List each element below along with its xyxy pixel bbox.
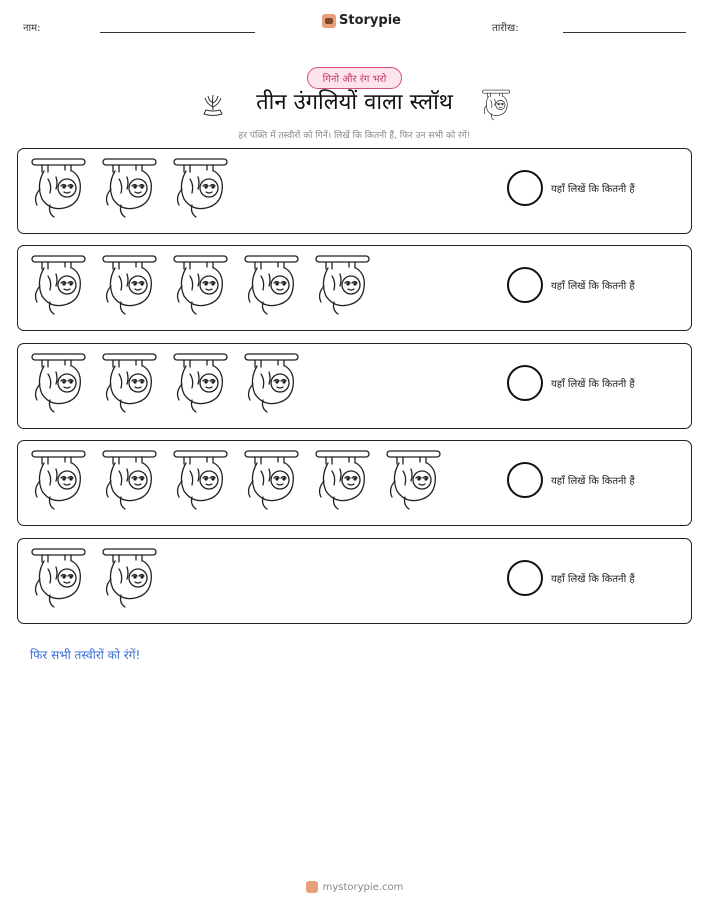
hanging-sloth-icon[interactable] [314, 252, 371, 318]
hanging-sloth-icon[interactable] [30, 545, 87, 611]
answer-circle[interactable] [507, 170, 543, 206]
hanging-sloth-icon[interactable] [30, 155, 87, 221]
hanging-sloth-icon[interactable] [101, 447, 158, 513]
answer-circle[interactable] [507, 560, 543, 596]
footer-instruction: फिर सभी तस्वीरों को रंगें! [30, 648, 141, 662]
hanging-sloth-icon[interactable] [172, 252, 229, 318]
count-row [17, 538, 692, 624]
answer-circle[interactable] [507, 462, 543, 498]
instructions: हर पंक्ति में तस्वीरों को गिनें। लिखें कि कितनी हैं, फिर उन सभी को रंगें! [238, 131, 471, 141]
answer-hint: यहाँ लिखें कि कितनी हैं [551, 476, 635, 487]
hanging-sloth-icon[interactable] [243, 350, 300, 416]
leaf-plant-icon [200, 92, 226, 118]
answer-hint: यहाँ लिखें कि कितनी हैं [551, 574, 635, 585]
answer-circle[interactable] [507, 365, 543, 401]
storypie-logo-icon [322, 14, 336, 28]
answer-hint: यहाँ लिखें कि कितनी हैं [551, 281, 635, 292]
answer-hint: यहाँ लिखें कि कितनी हैं [551, 379, 635, 390]
brand [322, 13, 401, 28]
page-title: तीन उंगलियों वाला स्लॉथ [256, 90, 453, 115]
sloth-group [30, 545, 158, 611]
sloth-group [30, 447, 442, 513]
category-badge: गिनो और रंग भरो [307, 67, 402, 89]
hanging-sloth-icon[interactable] [30, 252, 87, 318]
count-row [17, 343, 692, 429]
answer-hint: यहाँ लिखें कि कितनी हैं [551, 184, 635, 195]
count-row [17, 148, 692, 234]
date-line[interactable] [563, 32, 686, 33]
hanging-sloth-icon[interactable] [172, 155, 229, 221]
hanging-sloth-icon[interactable] [101, 545, 158, 611]
hanging-sloth-icon[interactable] [101, 252, 158, 318]
hanging-sloth-icon [478, 88, 514, 122]
storypie-logo-icon [306, 881, 318, 893]
count-row [17, 440, 692, 526]
hanging-sloth-icon[interactable] [101, 155, 158, 221]
hanging-sloth-icon[interactable] [314, 447, 371, 513]
sloth-group [30, 155, 229, 221]
name-label: नाम: [23, 23, 41, 34]
hanging-sloth-icon[interactable] [172, 350, 229, 416]
footer-site: mystorypie.com [322, 881, 404, 893]
hanging-sloth-icon[interactable] [101, 350, 158, 416]
answer-circle[interactable] [507, 267, 543, 303]
hanging-sloth-icon[interactable] [30, 447, 87, 513]
hanging-sloth-icon[interactable] [385, 447, 442, 513]
hanging-sloth-icon[interactable] [243, 447, 300, 513]
sloth-group [30, 252, 371, 318]
brand-name: Storypie [339, 13, 401, 28]
hanging-sloth-icon[interactable] [30, 350, 87, 416]
hanging-sloth-icon[interactable] [172, 447, 229, 513]
count-row [17, 245, 692, 331]
name-line[interactable] [100, 32, 255, 33]
sloth-group [30, 350, 300, 416]
hanging-sloth-icon[interactable] [243, 252, 300, 318]
footer [0, 881, 709, 893]
date-label: तारीख: [492, 23, 519, 34]
